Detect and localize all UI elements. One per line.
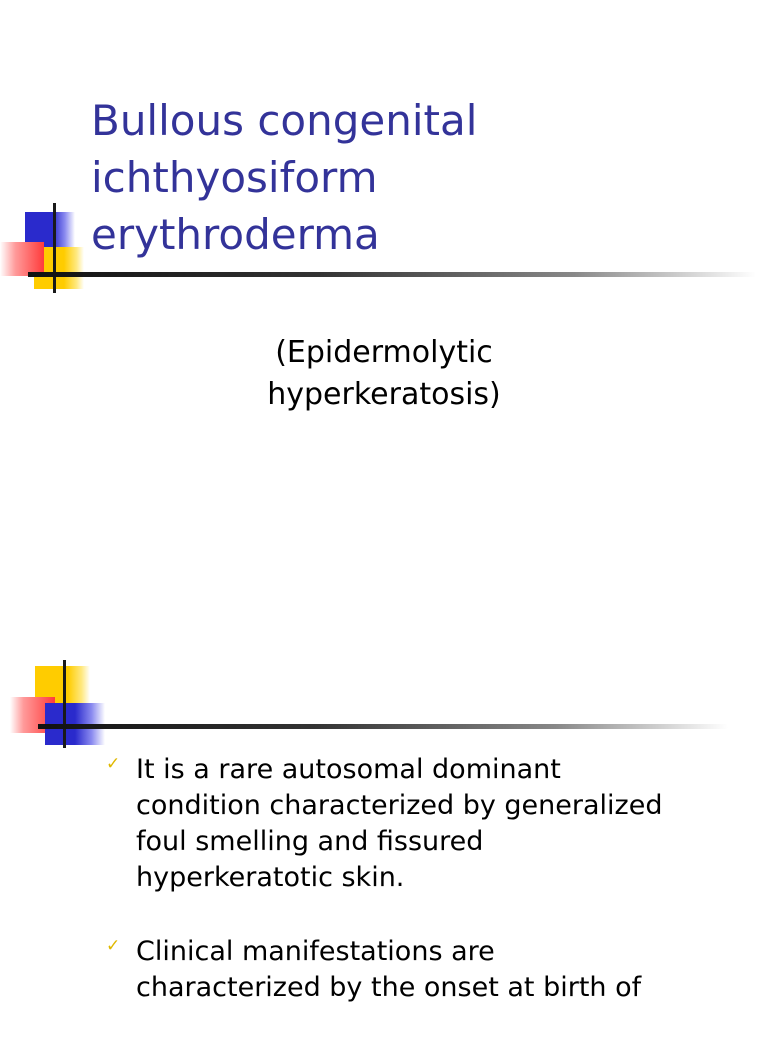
bullet-item (0, 752, 768, 896)
vertical-line (63, 660, 66, 748)
decorative-squares (0, 658, 120, 753)
subtitle-line-1: (Epidermolytic (275, 335, 493, 370)
bullet-line: hyperkeratotic skin. (136, 862, 405, 893)
vertical-line (53, 203, 56, 293)
red-square (0, 242, 44, 276)
checkmark-icon: ✓ (106, 936, 121, 956)
bullet-line: condition characterized by generalized (136, 790, 663, 821)
title-divider (38, 724, 728, 729)
title-divider (28, 272, 756, 277)
title-line-2: ichthyosiform (91, 153, 378, 202)
slide-title (91, 92, 477, 263)
title-line-1: Bullous congenital (91, 96, 478, 145)
bullet-item (0, 934, 768, 1006)
bullet-line: It is a rare autosomal dominant (136, 754, 561, 785)
bullet-line: foul smelling and fissured (136, 826, 484, 857)
slide-subtitle (150, 332, 618, 416)
title-line-3: erythroderma (91, 210, 380, 259)
bullet-line: characterized by the onset at birth of (136, 972, 642, 1003)
bullet-line: Clinical manifestations are (136, 936, 495, 967)
subtitle-line-2: hyperkeratosis) (267, 377, 501, 412)
slide-2 (0, 640, 768, 1024)
checkmark-icon: ✓ (106, 754, 121, 774)
bullet-list (0, 752, 768, 1044)
